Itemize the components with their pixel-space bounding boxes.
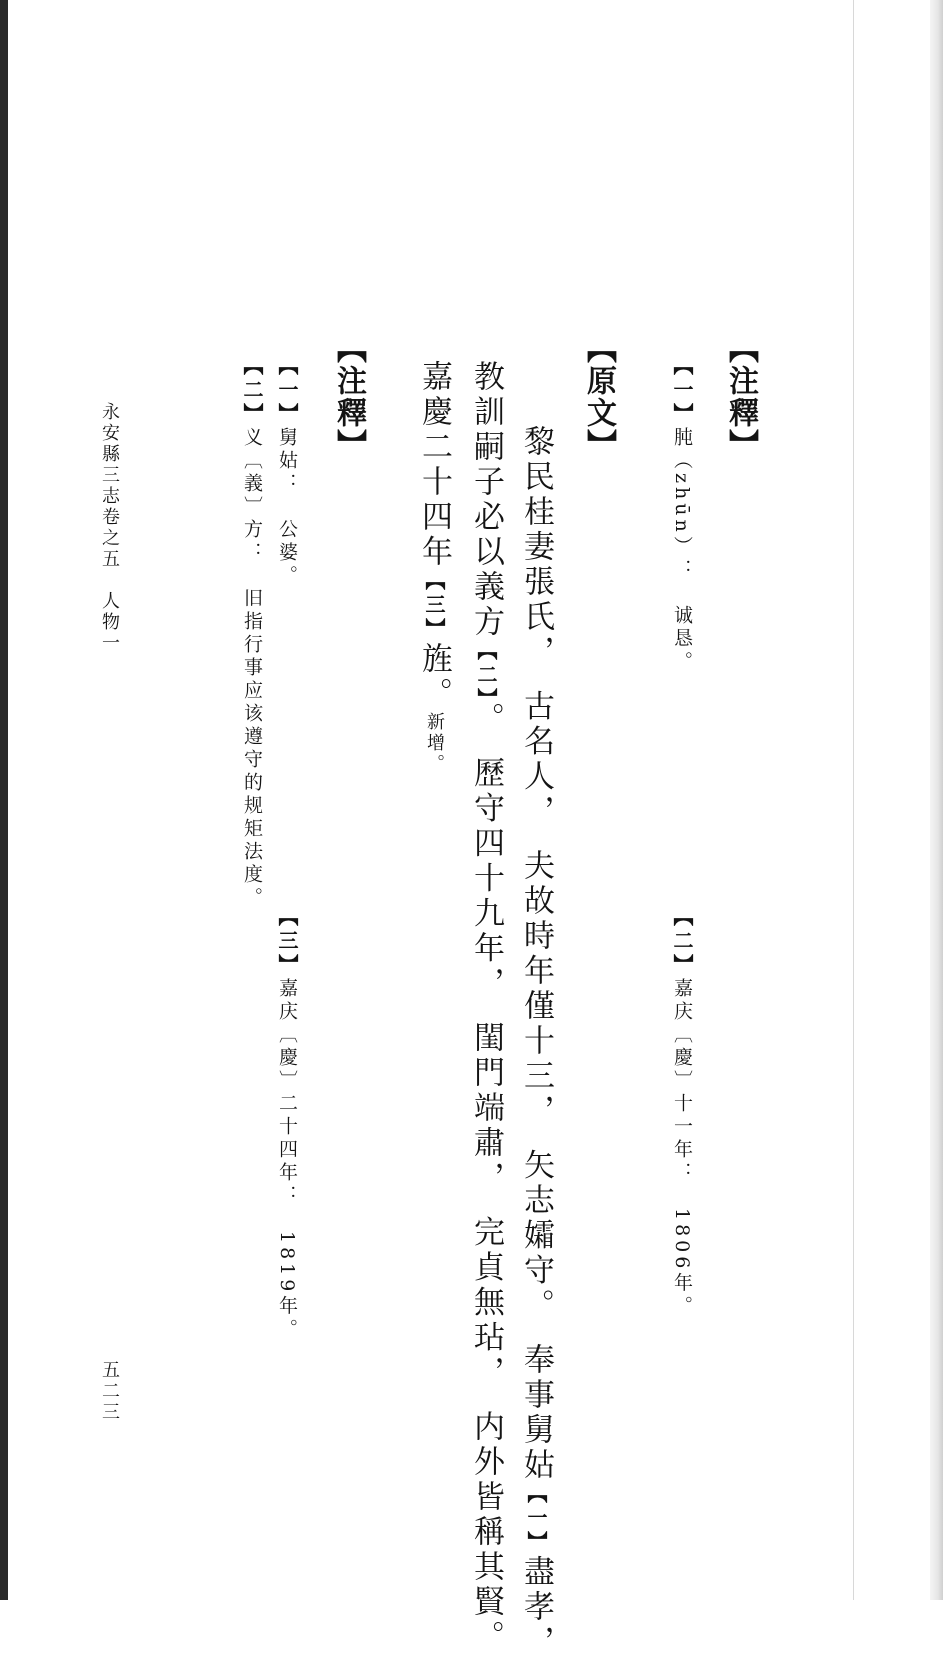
note-mark: 【三】 bbox=[275, 906, 299, 978]
note-1-2 bbox=[672, 906, 692, 1318]
note-text: 嘉庆〔慶〕十一年： 1806年。 bbox=[671, 978, 693, 1319]
note-2-2 bbox=[242, 355, 262, 910]
running-title: 永安縣三志卷之五 人物一 bbox=[99, 402, 120, 654]
note-2-3 bbox=[277, 906, 297, 1341]
page-number: 五二三 bbox=[99, 1360, 120, 1423]
note-mark: 【二】 bbox=[670, 906, 694, 978]
note-text: 舅姑： 公婆。 bbox=[276, 427, 298, 588]
original-line-3 bbox=[416, 360, 452, 775]
original-annotation: 新增。 bbox=[424, 712, 445, 775]
note-mark: 【一】 bbox=[275, 355, 299, 427]
note-ref: 【三】 bbox=[422, 570, 446, 642]
notes-heading-1: 【注釋】 bbox=[723, 333, 758, 461]
note-2-1 bbox=[277, 355, 297, 588]
original-text: 旌。 bbox=[416, 642, 452, 712]
page-edge-left bbox=[0, 0, 8, 1600]
original-text: 黎民桂妻張氏， 古名人， 夫故時年僅十三， 矢志孀守。 奉事舅姑 bbox=[518, 425, 554, 1483]
page-edge-right bbox=[853, 0, 854, 1600]
note-text: 义〔義〕方： 旧指行事应该遵守的规矩法度。 bbox=[241, 427, 263, 910]
original-text: 盡孝， bbox=[518, 1555, 554, 1660]
note-text: 嘉庆〔慶〕二十四年： 1819年。 bbox=[276, 978, 298, 1342]
notes-heading-2: 【注釋】 bbox=[331, 333, 366, 461]
note-mark: 【二】 bbox=[240, 355, 264, 427]
note-ref: 【一】 bbox=[524, 1483, 548, 1555]
original-line-2 bbox=[468, 360, 504, 1655]
note-text: 肫（zhūn）： 诚恳。 bbox=[671, 427, 693, 674]
note-1-1 bbox=[672, 355, 692, 674]
original-text: 嘉慶二十四年 bbox=[416, 360, 452, 570]
note-mark: 【一】 bbox=[670, 355, 694, 427]
original-text: 。 歷守四十九年， 閨門端肅， 完貞無玷， 内外皆稱其賢。 bbox=[468, 702, 504, 1655]
original-text: 教訓嗣子必以義方 bbox=[468, 360, 504, 640]
original-line-1 bbox=[518, 425, 554, 1660]
note-ref: 【二】 bbox=[474, 640, 498, 702]
page-edge-shadow bbox=[930, 0, 943, 1600]
original-heading: 【原文】 bbox=[581, 333, 616, 461]
